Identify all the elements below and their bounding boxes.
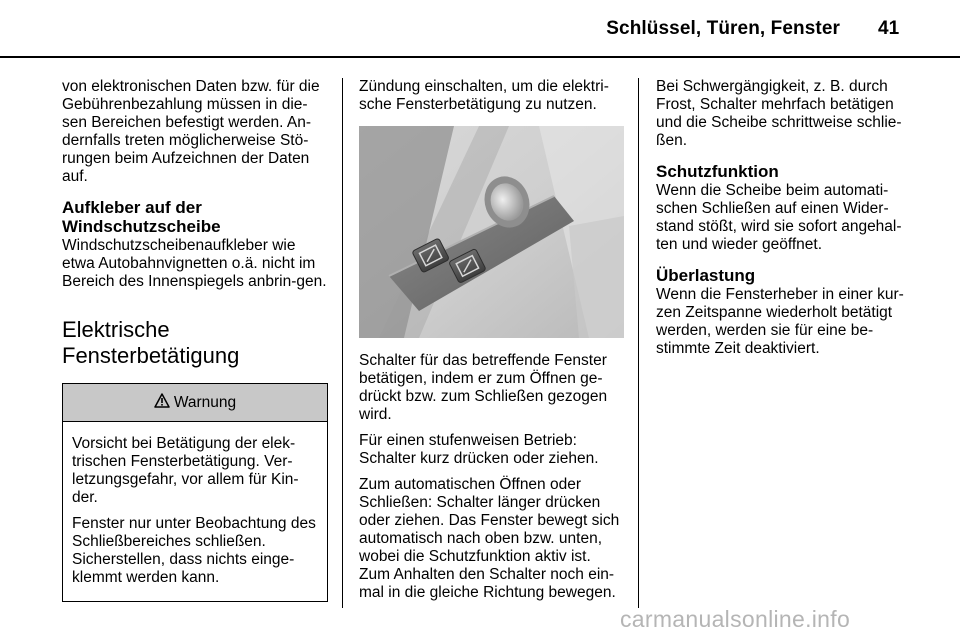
warning-label: Warnung: [173, 393, 237, 411]
window-switch-photo: [359, 126, 624, 338]
warning-triangle-icon: [154, 393, 170, 413]
paragraph: Für einen stufenweisen Betrieb: Schalter kurz drücken oder ziehen.: [359, 432, 599, 467]
section-heading: Elektrische Fensterbetätigung: [62, 317, 240, 368]
paragraph: Zum automatischen Öffnen oder Schließen: Schalter länger drücken oder ziehen. Das Fenster bewegt sich automatisch nach oben bzw. unten, wobei die Schutzfunktion aktiv ist. Zum Anhalten den Schalter noch ein-mal in die gleiche Richtung bewegen.: [359, 476, 620, 601]
subheading-sticker: Aufkleber auf der Windschutzscheibe: [62, 198, 221, 236]
warning-body: [63, 422, 327, 601]
warning-header: [63, 384, 327, 422]
column-left: [62, 78, 328, 602]
column-divider-2: [638, 78, 639, 608]
subheading-overload: Überlastung: [656, 266, 756, 285]
paragraph: Schalter für das betreffende Fenster betätigen, indem er zum Öffnen ge-drückt bzw. zum Schließen gezogen wird.: [359, 352, 608, 423]
column-middle: [359, 78, 624, 610]
paragraph: Zündung einschalten, um die elektri-sche Fensterbetätigung zu nutzen.: [359, 78, 609, 113]
paragraph: von elektronischen Daten bzw. für die Gebührenbezahlung müssen in die-sen Bereichen befestigt werden. An-dernfalls treten möglicherweise Stö-rungen beim Aufzeichnen der Daten auf.: [62, 78, 320, 185]
paragraph: Bei Schwergängigkeit, z. B. durch Frost, Schalter mehrfach betätigen und die Scheibe schrittweise schlie-ßen.: [656, 78, 902, 149]
subheading-protection: Schutzfunktion: [656, 162, 779, 181]
paragraph: Wenn die Fensterheber in einer kur-zen Zeitspanne wiederholt betätigt werden, werden sie für eine be-stimmte Zeit deaktiviert.: [656, 286, 904, 357]
column-right: [656, 78, 918, 366]
page-number: 41: [878, 18, 900, 39]
paragraph: Windschutzscheibenaufkleber wie etwa Autobahnvignetten o.ä. nicht im Bereich des Innenspiegels anbrin-gen.: [62, 237, 327, 290]
column-divider-1: [342, 78, 343, 608]
paragraph: Wenn die Scheibe beim automati-schen Schließen auf einen Wider-stand stößt, wird sie sofort angehal-ten und wieder geöffnet.: [656, 182, 902, 253]
warning-box: [62, 383, 328, 602]
header-title: Schlüssel, Türen, Fenster: [606, 18, 840, 39]
door-panel-illustration: [359, 126, 624, 338]
watermark: carmanualsonline.info: [620, 606, 851, 632]
header-rule: [0, 56, 960, 58]
paragraph: Vorsicht bei Betätigung der elek-trischen Fensterbetätigung. Ver-letzungsgefahr, vor allem für Kin-der.: [72, 435, 299, 506]
paragraph: Fenster nur unter Beobachtung des Schließbereiches schließen. Sicherstellen, dass nichts einge-klemmt werden kann.: [72, 515, 316, 586]
